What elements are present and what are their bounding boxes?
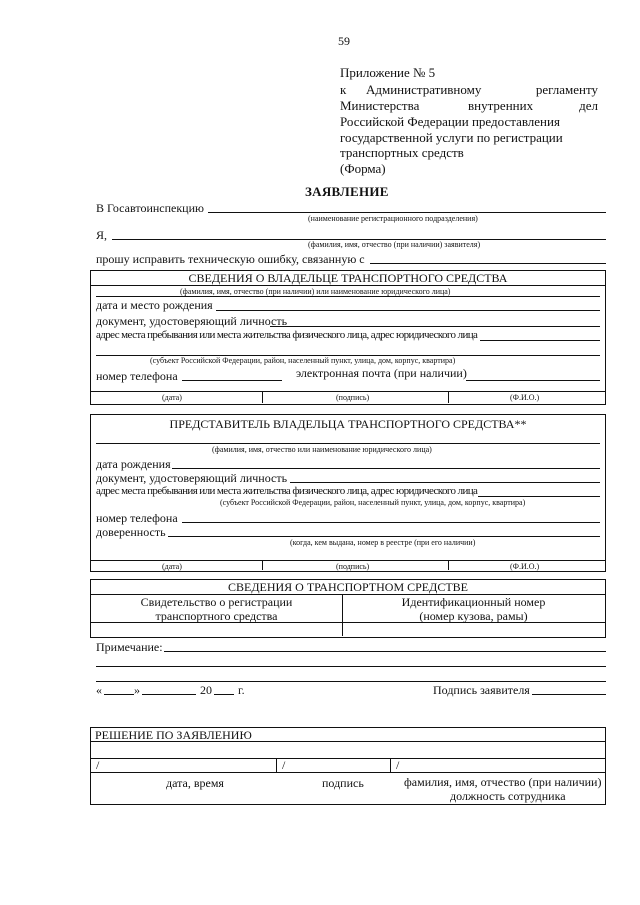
decision-col-name-1: фамилия, имя, отчество (при наличии) [404,775,602,789]
owner-address-label: адрес места пребывания или места жительства физического лица, адрес юридического лица [96,329,478,341]
i-hint: (фамилия, имя, отчество (при наличии) заявителя) [308,240,481,249]
representative-title: ПРЕДСТАВИТЕЛЬ ВЛАДЕЛЬЦА ТРАНСПОРТНОГО СРЕДСТВА** [169,417,527,431]
owner-doc-line[interactable] [270,326,600,327]
date-year-line[interactable] [214,694,234,695]
divider [91,772,605,773]
request-text: прошу исправить техническую ошибку, связанную с [96,252,365,266]
owner-email-line[interactable] [466,380,600,381]
date-year-prefix: 20 [200,683,212,697]
rep-sig-date: (дата) [162,562,182,571]
vehicle-col1-line2: транспортного средства [155,609,278,623]
decision-slash-1: / [96,758,100,772]
owner-email-label: электронная почта (при наличии) [296,366,467,380]
vehicle-col2-line1: Идентификационный номер [401,595,546,609]
note-line[interactable] [96,681,606,682]
divider [390,758,391,772]
signature-label: Подпись заявителя [433,683,530,697]
divider [448,391,449,403]
request-field-line[interactable] [370,263,606,264]
rep-birth-line[interactable] [172,468,600,469]
divider [91,758,605,759]
signature-line[interactable] [532,694,606,695]
divider [262,391,263,403]
owner-address-hint: (субъект Российской Федерации, район, населенный пункт, улица, дом, корпус, квартира) [150,356,456,365]
to-label: В Госавтоинспекцию [96,201,204,215]
decision-col-name-2: должность сотрудника [450,789,566,803]
rep-address-line[interactable] [478,496,600,497]
divider [448,560,449,570]
appendix-line: (Форма) [340,161,386,176]
to-hint: (наименование регистрационного подразделения) [308,214,478,223]
rep-phone-line[interactable] [182,522,600,523]
rep-proxy-hint: (когда, кем выдана, номер в реестре (при его наличии) [290,538,476,547]
owner-phone-label: номер телефона [96,369,178,383]
owner-name-hint: (фамилия, имя, отчество (при наличии) или наименование юридического лица) [180,287,451,296]
divider [91,741,605,742]
appendix-line: государственной услуги по регистрации [340,130,563,145]
appendix-line: Российской Федерации предоставления [340,114,560,129]
owner-phone-line[interactable] [182,380,282,381]
owner-name-line[interactable] [96,296,600,297]
divider [91,560,605,561]
rep-doc-label: документ, удостоверяющий личность [96,471,288,485]
to-field-line[interactable] [208,212,606,213]
note-label: Примечание: [96,640,163,654]
vehicle-title: СВЕДЕНИЯ О ТРАНСПОРТНОМ СРЕДСТВЕ [227,580,468,594]
owner-birth-label: дата и место рождения [96,298,213,312]
date-quote-close: » [134,683,140,697]
rep-sig-name: (Ф.И.О.) [510,562,540,571]
rep-address-hint: (субъект Российской Федерации, район, населенный пункт, улица, дом, корпус, квартира) [220,498,526,507]
appendix-line: Приложение № 5 [340,65,436,80]
decision-col-sign: подпись [322,776,364,790]
owner-doc-label: документ, удостоверяющий личность [96,314,288,328]
divider [276,758,277,772]
vehicle-col1-line1: Свидетельство о регистрации [140,595,293,609]
decision-title: РЕШЕНИЕ ПО ЗАЯВЛЕНИЮ [95,728,252,742]
vehicle-vin-cell[interactable] [344,623,603,635]
vehicle-col2-line2: (номер кузова, рамы) [419,609,528,623]
rep-phone-label: номер телефона [96,511,178,525]
rep-proxy-line[interactable] [168,536,600,537]
rep-name-hint: (фамилия, имя, отчество или наименование юридического лица) [212,445,432,454]
date-quote-open: « [96,683,102,697]
rep-sig-sign: (подпись) [336,562,370,571]
rep-address-label: адрес места пребывания или места жительства физического лица, адрес юридического лица [96,485,478,497]
i-label: Я, [96,228,108,242]
decision-slash-2: / [282,758,286,772]
rep-doc-line[interactable] [290,482,600,483]
divider [91,391,605,392]
owner-sig-sign: (подпись) [336,393,370,402]
vehicle-registration-cell[interactable] [92,623,341,635]
note-line[interactable] [96,666,606,667]
owner-sig-date: (дата) [162,393,182,402]
rep-name-line[interactable] [96,443,600,444]
owner-birth-line[interactable] [216,310,600,311]
note-line[interactable] [164,651,606,652]
appendix-line: транспортных средств [340,145,464,160]
rep-proxy-label: доверенность [96,525,166,539]
owner-address-line[interactable] [480,340,600,341]
divider [262,560,263,570]
decision-col-date: дата, время [166,776,224,790]
date-month-line[interactable] [142,694,196,695]
date-year-suffix: г. [238,683,245,697]
form-title: ЗАЯВЛЕНИЕ [305,184,389,199]
owner-sig-name: (Ф.И.О.) [510,393,540,402]
page-number: 59 [338,34,350,48]
rep-birth-label: дата рождения [96,457,171,471]
decision-slash-3: / [396,758,400,772]
date-day-line[interactable] [104,694,134,695]
owner-title: СВЕДЕНИЯ О ВЛАДЕЛЬЦЕ ТРАНСПОРТНОГО СРЕДСТВА [188,271,508,285]
